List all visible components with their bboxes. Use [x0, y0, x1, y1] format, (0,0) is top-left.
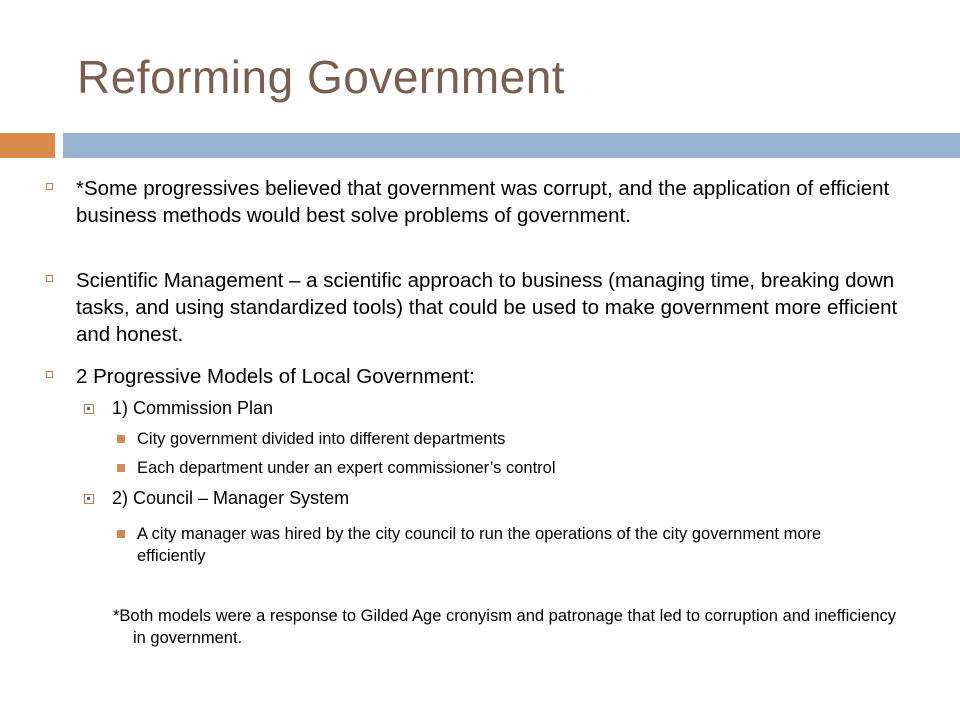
slide-title: Reforming Government: [77, 51, 566, 103]
hollow-square-bullet-icon: [46, 275, 53, 282]
hollow-square-bullet-icon: [46, 183, 53, 190]
bullet-text: Scientific Management – a scientific approach to business (managing time, breaking down tasks, and using standardized tools) that could be used to make government more efficient and honest.: [76, 269, 898, 346]
model-label: 1) Commission Plan: [112, 398, 274, 418]
square-bullet-icon: [84, 404, 94, 414]
model-point: Each department under an expert commissioner’s control: [137, 459, 556, 477]
model-label: 2) Council – Manager System: [112, 488, 350, 508]
hollow-square-bullet-icon: [46, 371, 53, 378]
filled-square-bullet-icon: [117, 530, 125, 538]
square-bullet-icon: [84, 494, 94, 504]
model-point: City government divided into different departments: [137, 430, 506, 448]
bullet-text: 2 Progressive Models of Local Government:: [76, 365, 475, 388]
bullet-text: *Some progressives believed that government was corrupt, and the application of efficient business methods would best solve problems of government.: [76, 177, 890, 227]
model-point: A city manager was hired by the city council to run the operations of the city government more efficiently: [137, 525, 822, 565]
filled-square-bullet-icon: [117, 435, 125, 443]
filled-square-bullet-icon: [117, 464, 125, 472]
footnote: *Both models were a response to Gilded Age cronyism and patronage that led to corruption and inefficiency in government.: [113, 607, 897, 647]
